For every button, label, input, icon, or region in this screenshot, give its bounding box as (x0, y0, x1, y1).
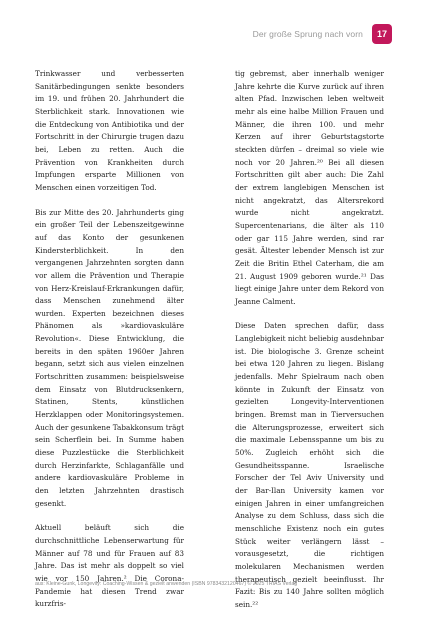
page-number-badge: 17 (372, 24, 392, 44)
left-column (35, 68, 184, 623)
body-paragraph: Trinkwasser und verbesserten Sanitärbedingungen senkte besonders im 19. und frühen 20. Jahrhundert die Sterblichkeit stark. Innovationen wie die Entdeckung von Antibiotika und der Fortschritt in der Chirurgie trugen dazu bei, Leben zu retten. Auch die Prävention von Krankheiten durch Impfungen ersparte Millionen von Menschen einen vorzeitigen Tod. (35, 69, 184, 192)
body-paragraph: tig gebremst, aber innerhalb weniger Jahre kehrte die Kurve zurück auf ihren alten Pfad. Inzwischen leben weltweit mehr als eine halbe Million Frauen und Männer, die ihren 100. und mehr Kerzen auf ihrer Geburtstagstorte steckten dürfen – dreimal so viele wie noch vor 20 Jahren.²⁰ Bei all diesen Fortschritten gilt aber auch: Die Zahl der extrem langlebigen Menschen ist nicht angekratzt, das Altersrekord wurde nicht angekratzt. Supercentenarians, die älter als 110 oder gar 115 Jahre werden, sind rar gesät. Ältester lebender Mensch ist zur Zeit die Britin Ethel Caterham, die am 21. August 1909 geboren wurde.²¹ Das liegt einige Jahre unter dem Rekord von Jeanne Calment. (235, 69, 384, 306)
body-paragraph: Diese Daten sprechen dafür, dass Langlebigkeit nicht beliebig ausdehnbar ist. Die biologische 3. Grenze scheint bei etwa 120 Jahren zu liegen. Bislang jedenfalls. Mehr Spielraum nach oben könnte in Zukunft der Einsatz von gezielten Longevity-Interventionen bringen. Bremst man in Tierversuchen die Alterungsprozesse, erweitert sich die maximale Lebensspanne um bis zu 50%. Zugleich erhöht sich die Gesundheitsspanne. Israelische Forscher der Tel Aviv University und der Bar-Ilan University kamen vor einigen Jahren in einer umfangreichen Analyse zu dem Schluss, dass sich die menschliche Existenz noch ein gutes Stück weiter verlängern lässt – vorausgesetzt, die richtigen molekularen Mechanismen werden therapeutisch gezielt beeinflusst. Ihr Fazit: Bis zu 140 Jahre sollten möglich sein.²² (235, 321, 384, 609)
right-column (235, 68, 384, 624)
body-paragraph: Aktuell beläuft sich die durchschnittliche Lebenserwartung für Männer auf 78 und für Frauen auf 83 Jahre. Das ist mehr als doppelt so viel wie vor 150 Jahren.² Die Corona-Pandemie hat diesen Trend zwar kurzfris- (35, 523, 184, 609)
running-header: Der große Sprung nach vorn (252, 29, 363, 39)
page-footer: aus: Kleine-Gunk, Longevity: Coaching-Wissen & gezielt anwenden (ISBN 9783432120467) © 2025 TRIAS Verlag (35, 581, 298, 587)
body-paragraph: Bis zur Mitte des 20. Jahrhunderts ging ein großer Teil der Lebenszeitgewinne auf das Konto der gesunkenen Kindersterblichkeit. In den vergangenen Jahrzehnten sorgten dann vor allem die Prävention und Therapie von Herz-Kreislauf-Erkrankungen dafür, dass Menschen zunehmend älter wurden. Experten bezeichnen dieses Phänomen als »kardiovaskuläre Revolution«. Diese Entwicklung, die bereits in den späten 1960er Jahren begann, setzt sich aus vielen einzelnen Fortschritten zusammen: beispielsweise dem Einsatz von Blutdrucksenkern, Statinen, Stents, künstlichen Herzklappen oder Monitoringsystemen. Auch der gesunkene Tabakkonsum trägt sein Scherflein bei. In Summe haben diese Puzzlestücke die Sterblichkeit durch Herzinfarkte, Schlaganfälle und andere kardiovaskuläre Probleme in den letzten Jahrzehnten drastisch gesenkt. (35, 207, 184, 508)
